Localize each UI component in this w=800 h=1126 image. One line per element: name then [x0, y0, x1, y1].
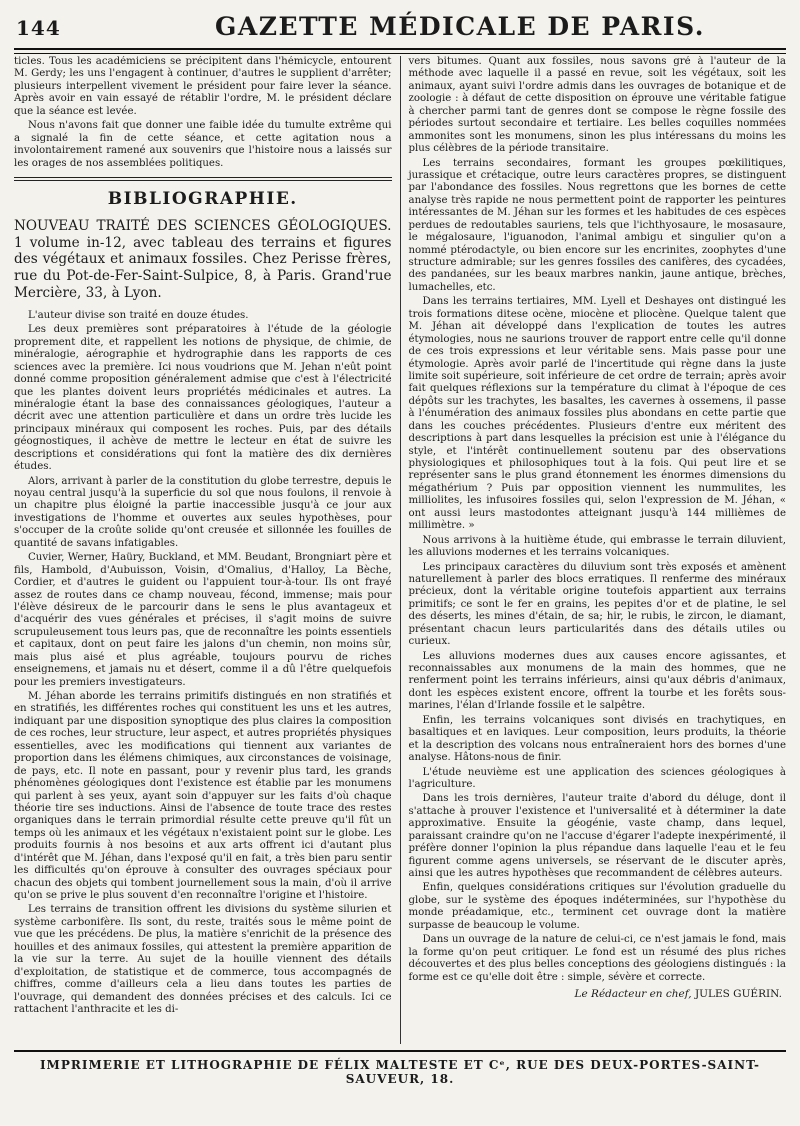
right-column [401, 56, 787, 1044]
review-paragraph: Les terrains secondaires, formant les groupes pœkilitiques, jurassique et crétacique, outre leurs caractères propres, se distinguent par l'abondance des fossiles. Nous regrettons que les bornes de cette analyse très rapide ne nous permettent point de rapporter les peintures intéressantes de M. Jéhan sur les formes et les habitudes de ces espèces perdues de redoutables sauriens, tels que l'ichthyosaure, le mosasaure, le mégalosaure, l'iguanodon, l'animal ambigu et singulier qu'on a nommé ptérodactyle, ou bien encore sur les encrinites, zoophytes d'une structure admirable; sur les genres fossiles des canifères, des cycadées, des pandanées, sur les beaux marbres nankin, jaune antique, brèches, lumachelles, etc. [408, 157, 786, 293]
review-paragraph: Les terrains de transition offrent les divisions du système silurien et système carbonifère. Ils sont, du reste, traités sous le même point de vue que les précédens. De plus, la matière s'enrichit de la présence des houilles et des animaux fossiles, qui attestent la première apparition de la vie sur la terre. Au sujet de la houille viennent des détails d'exploitation, de statistique et de commerce, tous accompagnés de chiffres, comme d'ailleurs cela a lieu dans toutes les parties de l'ouvrage, qui demandent des données précises et des calculs. Ici ce rattachent l'anthracite et les di- [14, 904, 392, 1015]
footer-rule [14, 1050, 786, 1052]
review-paragraph: Dans les trois dernières, l'auteur traite d'abord du déluge, dont il s'attache à prouver l'existence et l'universalité et à déterminer la date approximative. Ensuite la géogénie, vaste champ, dans lequel, paraissant craindre qu'on ne l'accuse d'égarer l'adepte inexpérimenté, il préfère donner l'opinion la plus répandue dans laquelle l'eau et le feu figurent comme agens universels, se réservant de le discuter après, ainsi que les autres hypothèses que recommandent de célèbres auteurs. [408, 793, 786, 879]
signature-name: JULES GUÉRIN. [694, 987, 782, 1000]
section-divider [14, 177, 392, 181]
review-paragraph: Les deux premières sont préparatoires à l'étude de la géologie proprement dite, et rappellent les notions de physique, de chimie, de minéralogie, aérographie et hydrographie dans les rapports de ces sciences avec la première. Ici nous voudrions que M. Jehan n'eût point donné comme proposition généralement admise que c'est à l'électricité que les plantes doivent leurs propriétés médicinales et autres. La minéralogie étant la base des connaissances géologiques, l'auteur a décrit avec une attention particulière et dans un ordre très lucide les principaux minéraux qui composent les roches. Puis, par des détails géognostiques, il achève de mettre le lecteur en état de suivre les descriptions et considérations qui font la matière des dix dernières études. [14, 324, 392, 473]
review-paragraph: Les alluvions modernes dues aux causes encore agissantes, et reconnaissables aux monumens de la main des hommes, que ne renferment point les terrains inférieurs, ainsi qu'aux débris d'animaux, dont les espèces existent encore, offrent la tourbe et les forêts sous-marines, l'élan d'Irlande fossile et le salpêtre. [408, 650, 786, 712]
masthead [14, 10, 786, 44]
previous-article-paragraph: Nous n'avons fait que donner une faible idée du tumulte extrême qui a signalé la fin de cette séance, et cette agitation nous a involontairement ramené aux souvenirs que l'histoire nous a laissés sur les orages de nos assemblées politiques. [14, 120, 392, 169]
review-paragraph: Les principaux caractères du diluvium sont très exposés et amènent naturellement à parler des blocs erratiques. Il renferme des minéraux précieux, dont la véritable origine toutefois appartient aux terrains primitifs; ce sont le fer en grains, les pepites d'or et de platine, le sel des déserts, les mines d'étain, de sa; hir, le rubis, le zircon, le diamant, présentant chacun leurs particularités dans des détails utiles ou curieux. [408, 561, 786, 648]
review-paragraph: Dans un ouvrage de la nature de celui-ci, ce n'est jamais le fond, mais la forme qu'on peut critiquer. Le fond est un résumé des plus riches découvertes et des plus belles conceptions des géologiens distingués : la forme est ce qu'elle doit être : simple, sévère et correcte. [408, 934, 786, 983]
review-paragraph: Nous arrivons à la huitième étude, qui embrasse le terrain diluvient, les alluvions modernes et les terrains volcaniques. [408, 534, 786, 559]
journal-title: GAZETTE MÉDICALE DE PARIS. [214, 12, 705, 41]
review-paragraph: Cuvier, Werner, Haüry, Buckland, et MM. Beudant, Brongniart père et fils, Hambold, d'Aubuisson, Voisin, d'Omalius, d'Halloy, La Bèche, Cordier, et d'autres le guident ou l'appuient tour-à-tour. Ils ont frayé assez de routes dans ce champ nouveau, fécond, immense; mais pour l'élève désireux de le parcourir dans le sens le plus avantageux et d'acquérir des vues générales et précises, il s'agit moins de suivre scrupuleusement tous leurs pas, que de reconnaître les points essentiels et capitaux, dont on peut faire les jalons d'un chemin, non moins sûr, mais plus aisé et plus agréable, toujours pourvu de riches enseignemens, et jamais nu et désert, comme il a dû l'être quelquefois pour les premiers investigateurs. [14, 552, 392, 688]
review-paragraph: L'étude neuvième est une application des sciences géologiques à l'agriculture. [408, 766, 786, 790]
previous-article-paragraph: ticles. Tous les académiciens se précipitent dans l'hémicycle, entourent M. Gerdy; les uns l'engagent à continuer, d'autres le supplient d'arrêter; plusieurs interpellent vivement le président pour faire lever la séance. Après avoir en vain essayé de rétablir l'ordre, M. le président déclare que la séance est levée. [14, 56, 392, 117]
signature-prefix: Le Rédacteur en chef, [574, 987, 692, 1000]
article-columns [14, 56, 786, 1044]
review-paragraph: vers bitumes. Quant aux fossiles, nous savons gré à l'auteur de la méthode avec laquelle il a passé en revue, soit les végétaux, soit les animaux, ayant suivi l'ordre admis dans les ouvrages de botanique et de zoologie : à défaut de cette disposition on éprouve une véritable fatigue à chercher parmi tant de genres dont se compose le règne fossile des périodes surtout secondaire et tertiaire. Les belles coquilles nommées ammonites sont les monumens, sinon les plus intéressans du moins les plus célèbres de la période transitaire. [408, 56, 786, 155]
review-paragraph: M. Jéhan aborde les terrains primitifs distingués en non stratifiés et en stratifiés, les différentes roches qui constituent les uns et les autres, indiquant par une disposition synoptique des plus claires la composition de ces roches, leur structure, leur aspect, et autres propriétés physiques essentielles, avec les modifications qui tiennent aux variantes de proportion dans les élémens chimiques, aux circonstances de voisinage, de pays, etc. Il note en passant, pour y revenir plus tard, les grands phénomènes géologiques dont l'existence est établie par les monumens qui parlent à ses yeux, ayant soin d'appuyer sur les faits d'où chaque théorie tire ses inductions. Ainsi de l'absence de toute trace des restes organiques dans le terrain primordial résulte cette preuve qu'il fût un temps où les animaux et les végétaux n'existaient point sur le globe. Les produits fournis à nos besoins et aux arts offrent ici d'autant plus d'intérêt que M. Jéhan, dans l'exposé qu'il en fait, a très bien paru sentir les difficultés qu'on éprouve à consulter des ouvrages spéciaux pour chacun des objets qui tombent journellement sous la main, d'où il arrive qu'on se prive le plus souvent d'en reconnaître l'origine et l'histoire. [14, 691, 392, 902]
review-paragraph: Enfin, quelques considérations critiques sur l'évolution graduelle du globe, sur le système des époques indéterminées, sur l'hypothèse du monde préadamique, etc., terminent cet ouvrage dont la matière surpasse de beaucoup le volume. [408, 882, 786, 931]
left-column [14, 56, 401, 1044]
section-title: BIBLIOGRAPHIE. [107, 188, 298, 209]
book-reference: NOUVEAU TRAITÉ DES SCIENCES GÉOLOGIQUES. 1 volume in-12, avec tableau des terrains et figures des végétaux et animaux fossiles. Chez Perisse frères, rue du Pot-de-Fer-Saint-Sulpice, 8, à Paris. Grand'rue Mercière, 33, à Lyon. [14, 217, 392, 302]
masthead-rule [14, 48, 786, 54]
editor-signature [409, 988, 787, 1001]
review-paragraph: Enfin, les terrains volcaniques sont divisés en trachytiques, en basaltiques et en laviques. Leur composition, leurs produits, la théorie et la description des volcans nous entraîneraient hors des bornes d'une analyse. Hâtons-nous de finir. [408, 714, 786, 764]
page-number: 144 [16, 16, 61, 40]
review-paragraph: L'auteur divise son traité en douze études. [28, 309, 249, 321]
review-paragraph: Alors, arrivant à parler de la constitution du globe terrestre, depuis le noyau central jusqu'à la superficie du sol que nous foulons, il renvoie à un chapitre plus éloigné la partie inaccessible jusqu'à ce jour aux investigations de l'homme et ouvertes aux seules hypothèses, pour s'occuper de la croûte solide qu'ont creusée et sillonnée les fouilles de quantité de savans infatigables. [14, 475, 392, 549]
printer-imprint: IMPRIMERIE ET LITHOGRAPHIE DE FÉLIX MALTESTE ET Cᵉ, RUE DES DEUX-PORTES-SAINT-SAUVEUR, 18. [39, 1058, 761, 1086]
review-paragraph: Dans les terrains tertiaires, MM. Lyell et Deshayes ont distingué les trois formations ditese ocène, miocène et pliocène. Quelque talent que M. Jéhan ait développé dans l'explication de toutes les autres étymologies, nous ne saurions trouver de rapport entre celle qu'il donne de ces trois expressions et leur véritable sens. Mais passe pour une étymologie. Après avoir parlé de l'incertitude qui règne dans la juste limite soit supérieure, soit inférieure de cet ordre de terrain; après avoir fait quelques réflexions sur la température du climat à l'époque de ces dépôts sur les trachytes, les basaltes, les cavernes à ossemens, il passe à l'énumération des animaux fossiles plus abondans en cette partie que dans les couches précédentes. Plusieurs d'entre eux méritent des descriptions à part dans lesquelles la précision est unie à l'élégance du style, et l'intérêt continuellement soutenu par des observations physiologiques et philosophiques tout à la fois. Qui peut lire et se représenter sans le plus grand étonnement les énormes dimensions du mégathérium ? Puis par opposition viennent les nummulites, les milliolites, les infusoires fossiles qui, selon l'expression de M. Jéhan, « ont aussi leurs mastodontes atteignant jusqu'à 144 millièmes de millimètre. » [408, 296, 786, 532]
